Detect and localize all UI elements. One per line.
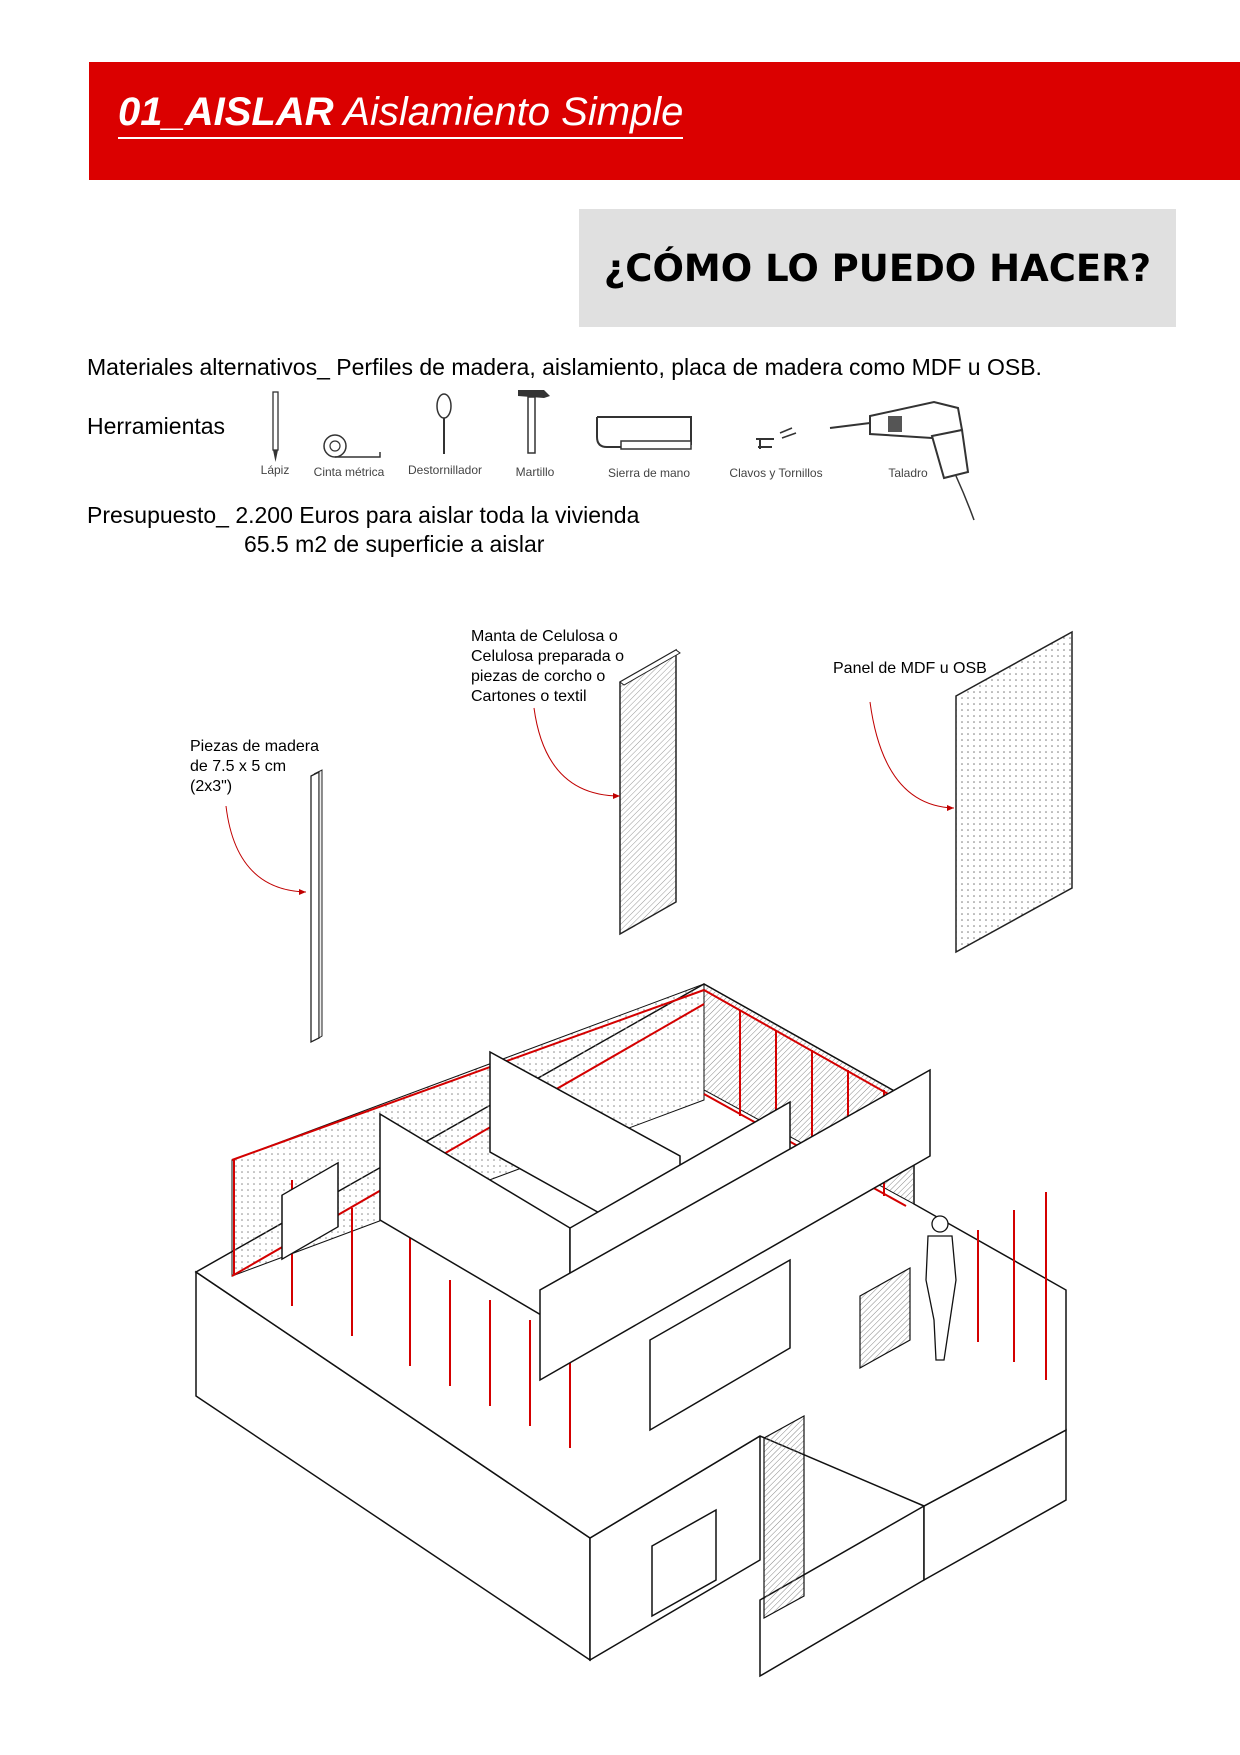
hammer-icon <box>514 384 554 456</box>
materials-label: Materiales alternativos_ <box>87 354 330 380</box>
tape-measure-icon <box>322 432 384 462</box>
tool-label-tape: Cinta métrica <box>313 465 385 479</box>
tool-label-pencil: Lápiz <box>260 463 290 477</box>
tool-label-screwdriver: Destornillador <box>407 463 483 477</box>
isometric-house-illustration <box>0 960 1240 1720</box>
materials-text: Perfiles de madera, aislamiento, placa de madera como MDF u OSB. <box>336 354 1042 380</box>
hand-saw-icon <box>591 413 697 459</box>
budget-area: 65.5 m2 de superficie a aislar <box>244 531 545 557</box>
budget-line <box>87 502 639 529</box>
callout-insulation: Manta de Celulosa o Celulosa preparada o piezas de corcho o Cartones o textil <box>471 628 624 705</box>
header-banner <box>89 62 1240 180</box>
mdf-panel <box>956 632 1072 952</box>
tool-label-hammer: Martillo <box>515 465 555 479</box>
materials-line <box>87 354 1042 381</box>
tool-label-saw: Sierra de mano <box>607 466 691 480</box>
section-title: Aislamiento Simple <box>343 90 684 134</box>
screwdriver-icon <box>432 392 456 458</box>
tool-label-drill: Taladro <box>888 466 928 480</box>
tool-label-nails: Clavos y Tornillos <box>729 466 823 480</box>
budget-label: Presupuesto_ <box>87 502 229 528</box>
pencil-icon <box>268 390 282 465</box>
callout-panel: Panel de MDF u OSB <box>833 660 987 677</box>
insulation-blanket <box>620 650 680 934</box>
drill-icon <box>826 388 978 523</box>
nails-screws-icon <box>752 425 800 455</box>
callout-wood: Piezas de madera de 7.5 x 5 cm (2x3") <box>190 738 319 795</box>
howto-box: ¿CÓMO LO PUEDO HACER? <box>579 209 1176 327</box>
tools-label: Herramientas <box>87 413 226 439</box>
section-code: 01_AISLAR <box>118 90 334 134</box>
budget-amount: 2.200 Euros para aislar toda la vivienda <box>235 502 640 528</box>
page-title <box>118 90 683 139</box>
